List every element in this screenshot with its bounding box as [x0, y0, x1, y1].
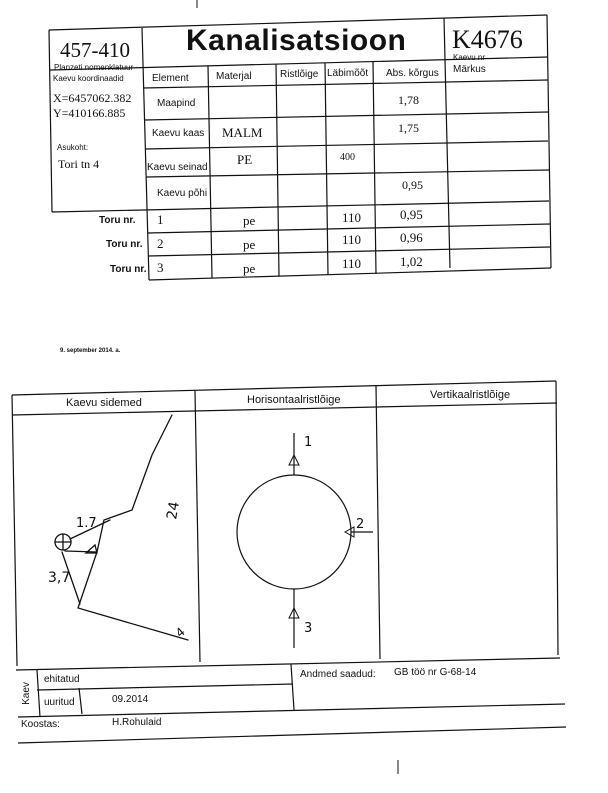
surveyed-value: 09.2014	[112, 694, 149, 705]
row-material: PE	[237, 152, 253, 167]
pipe-diameter: 110	[342, 210, 362, 225]
column-header-diameter: Läbimõõt	[327, 68, 369, 79]
row-height: 1,78	[398, 93, 419, 107]
parcel-number: 457-410	[60, 38, 130, 62]
pipe-number: 1	[157, 212, 164, 227]
author-label: Koostas:	[21, 719, 60, 730]
page-title: Kanalisatsioon	[186, 24, 407, 57]
author-value: H.Rohulaid	[112, 717, 162, 728]
column-header-section: Ristlõige	[280, 69, 319, 80]
pipe-diameter: 110	[342, 232, 362, 247]
data-source-value: GB töö nr G-68-14	[394, 667, 477, 678]
column-title-connections: Kaevu sidemed	[66, 397, 142, 409]
sketch-dim-label: 24	[164, 500, 184, 521]
pipe-material: pe	[243, 213, 256, 228]
pipe-height: 0,96	[400, 230, 423, 245]
pipe-label: Toru nr.	[106, 239, 143, 250]
column-header-height: Abs. kõrgus	[386, 68, 439, 79]
pipe-label-2: 2	[356, 517, 365, 532]
surveyed-label: uuritud	[44, 697, 75, 708]
pipe-material: pe	[243, 261, 256, 276]
remarks-label: Märkus	[453, 64, 486, 75]
well-number: K4676	[452, 25, 523, 54]
location-label: Asukoht:	[57, 143, 89, 152]
pipe-height: 1,02	[400, 254, 423, 269]
column-title-horizontal-section: Horisontaalristlõige	[247, 394, 341, 406]
pipe-diameter: 110	[342, 256, 362, 271]
pipe-label: Toru nr.	[110, 264, 147, 275]
date-note: 9. september 2014. a.	[60, 348, 121, 354]
row-element: Maapind	[157, 98, 196, 109]
pipe-label-1: 1	[304, 435, 313, 450]
parcel-caption: Planzeti nomenklatuur	[54, 63, 134, 72]
row-diameter: 400	[340, 152, 355, 163]
footer-side-label: Kaev	[20, 682, 32, 705]
column-header-element: Element	[152, 73, 189, 84]
sketch-dim-label: 1.7	[76, 516, 97, 531]
built-label: ehitatud	[44, 674, 80, 685]
column-title-vertical-section: Vertikaalristlõige	[430, 389, 511, 401]
row-height: 0,95	[402, 178, 423, 192]
row-height: 1,75	[398, 121, 419, 135]
pipe-material: pe	[243, 237, 256, 252]
row-element: Kaevu põhi	[157, 188, 208, 199]
row-element: Kaevu kaas	[152, 128, 205, 139]
pipe-label-3: 3	[304, 621, 313, 636]
pipe-height: 0,95	[400, 207, 423, 222]
pipe-label: Toru nr.	[99, 215, 136, 226]
pipe-number: 3	[157, 260, 164, 275]
pipe-number: 2	[157, 236, 164, 251]
coordinates-label: Kaevu koordinaadid	[53, 74, 124, 83]
x-coordinate: X=6457062.382	[53, 91, 132, 105]
column-header-material: Materjal	[216, 71, 252, 82]
row-element: Kaevu seinad	[147, 162, 208, 173]
location-value: Tori tn 4	[58, 157, 100, 171]
y-coordinate: Y=410166.885	[53, 106, 126, 120]
sketch-dim-label: 3,7	[48, 570, 71, 586]
row-material: MALM	[222, 125, 263, 140]
sketch-corner-label: 4	[172, 624, 188, 641]
well-caption: Kaevu nr	[453, 53, 486, 62]
data-source-label: Andmed saadud:	[300, 669, 376, 680]
